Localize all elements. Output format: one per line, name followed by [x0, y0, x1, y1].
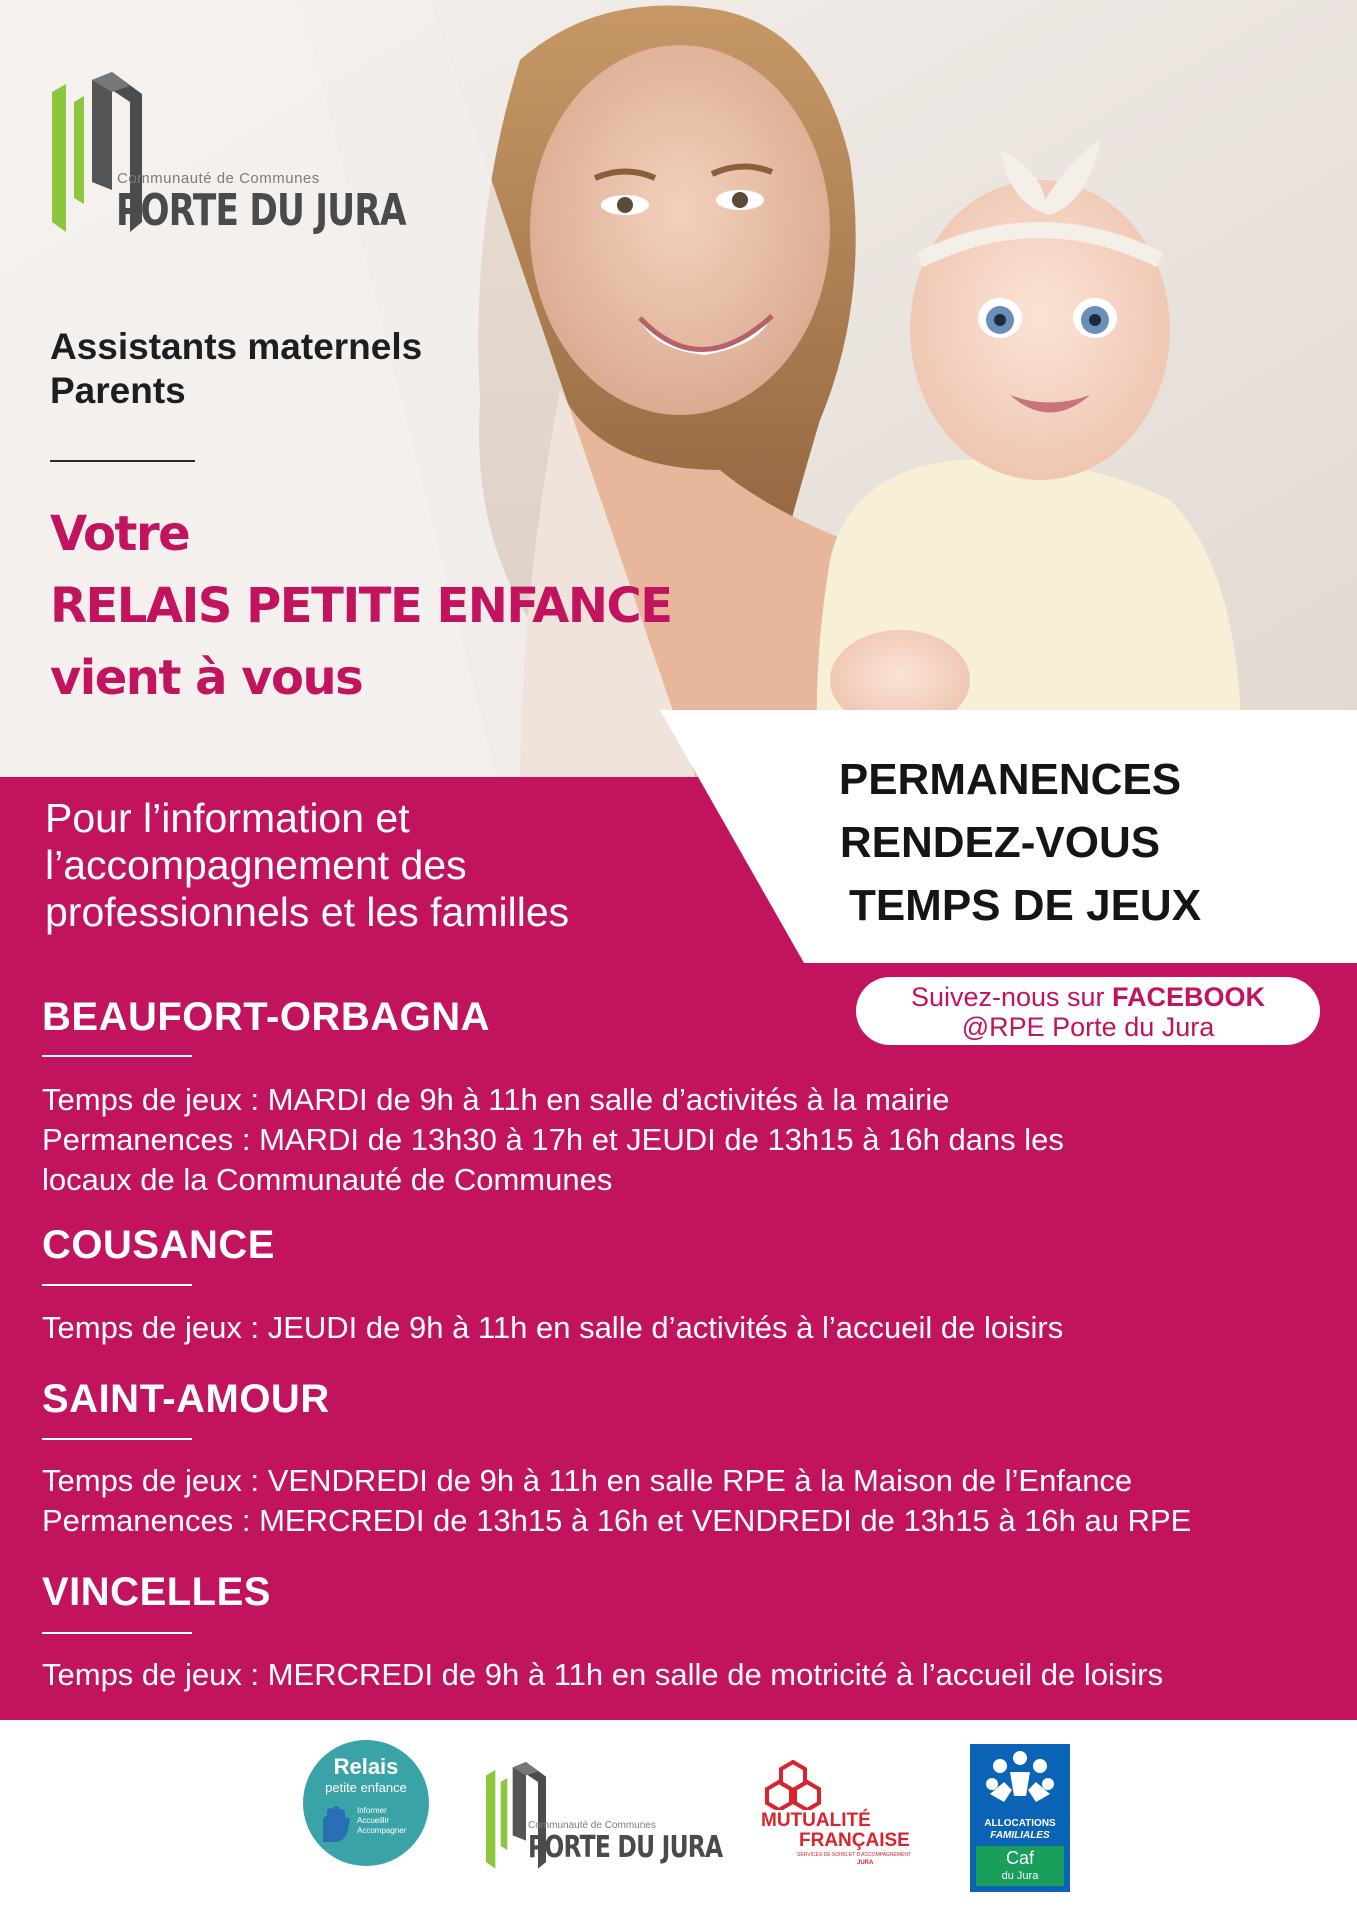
service-item: TEMPS DE JEUX: [848, 881, 1202, 930]
footer-logo-name: PORTE DU JURA: [528, 1830, 723, 1865]
caf-logo: [970, 1744, 1070, 1892]
headline-line: Votre: [50, 506, 190, 562]
info-line: locaux de la Communauté de Communes: [42, 1162, 613, 1197]
info-line: Temps de jeux : JEUDI de 9h à 11h en salle d’activités à l’accueil de loisirs: [42, 1310, 1064, 1345]
facebook-handle: @RPE Porte du Jura: [961, 1012, 1215, 1042]
mutualite-line2: FRANÇAISE: [799, 1830, 910, 1851]
intro-line: l’accompagnement des: [45, 842, 467, 888]
logo-subtitle: Communauté de Communes: [117, 170, 320, 187]
audience-line: Assistants maternels: [50, 326, 423, 367]
headline-line: vient à vous: [50, 650, 363, 706]
caf-box: [976, 1846, 1064, 1886]
relais-tag: Accueillir: [357, 1816, 390, 1825]
logo-name: PORTE DU JURA: [116, 185, 406, 236]
info-line: Permanences : MARDI de 13h30 à 17h et JEUDI de 13h15 à 16h dans les: [42, 1122, 1064, 1157]
info-line: Temps de jeux : MARDI de 9h à 11h en salle d’activités à la mairie: [42, 1082, 950, 1117]
relais-tag: Informer: [357, 1806, 387, 1815]
services-list: [700, 748, 1320, 937]
facebook-network: FACEBOOK: [1112, 982, 1266, 1012]
family-icon: [982, 1750, 1058, 1808]
facebook-prefix: Suivez-nous sur: [910, 982, 1113, 1012]
intro-line: Pour l’information et: [45, 795, 410, 841]
relais-tag: Accompagner: [357, 1826, 407, 1835]
relais-title: Relais: [333, 1754, 399, 1779]
facebook-badge[interactable]: [856, 977, 1320, 1045]
audience-line: Parents: [50, 370, 186, 411]
divider: [50, 460, 195, 462]
footer-logo-subtitle: Communauté de Communes: [528, 1820, 656, 1831]
info-line: Permanences : MERCREDI de 13h15 à 16h et VENDREDI de 13h15 à 16h au RPE: [42, 1503, 1192, 1538]
hand-icon: [317, 1804, 353, 1844]
relais-logo: [303, 1740, 429, 1866]
location-divider: [42, 1055, 192, 1057]
location-divider: [42, 1438, 192, 1440]
location-title: COUSANCE: [42, 1223, 275, 1267]
intro-line: professionnels et les familles: [45, 889, 570, 935]
location-info: [42, 1308, 1063, 1348]
info-line: Temps de jeux : VENDREDI de 9h à 11h en salle RPE à la Maison de l’Enfance: [42, 1463, 1133, 1498]
partner-logos: [0, 1720, 1357, 1920]
caf-line1: ALLOCATIONS: [984, 1818, 1056, 1829]
caf-line2: FAMILIALES: [990, 1830, 1050, 1841]
mutualite-logo: [757, 1760, 912, 1875]
service-item: RENDEZ-VOUS: [839, 818, 1161, 867]
porte-du-jura-logo: [52, 72, 412, 242]
service-item: PERMANENCES: [838, 755, 1182, 804]
facebook-line: [856, 982, 1320, 1013]
location-divider: [42, 1632, 192, 1634]
mutualite-tagline: SERVICES DE SOINS ET D'ACCOMPAGNEMENT: [797, 1852, 912, 1858]
relais-subtitle: petite enfance: [325, 1780, 407, 1795]
headline: [50, 498, 672, 714]
mutualite-line1: MUTUALITÉ: [761, 1810, 871, 1831]
caf-region: du Jura: [1001, 1870, 1039, 1882]
location-info: [42, 1655, 1163, 1695]
caf-name: Caf: [1005, 1848, 1034, 1868]
headline-line: RELAIS PETITE ENFANCE: [50, 578, 672, 634]
hero-section: [0, 0, 1357, 790]
location-info: [42, 1461, 1191, 1541]
porte-du-jura-footer-logo: [486, 1762, 723, 1872]
hexagon-icon: [763, 1760, 823, 1810]
location-info: [42, 1080, 1064, 1200]
location-title: SAINT-AMOUR: [42, 1377, 330, 1421]
info-line: Temps de jeux : MERCREDI de 9h à 11h en salle de motricité à l’accueil de loisirs: [42, 1657, 1164, 1692]
relais-tags: [357, 1806, 406, 1836]
location-title: BEAUFORT-ORBAGNA: [42, 995, 490, 1039]
audience-text: [50, 325, 422, 413]
intro-text: [45, 795, 569, 936]
location-divider: [42, 1284, 192, 1286]
location-title: VINCELLES: [42, 1570, 271, 1614]
mutualite-region: JURA: [857, 1860, 874, 1866]
